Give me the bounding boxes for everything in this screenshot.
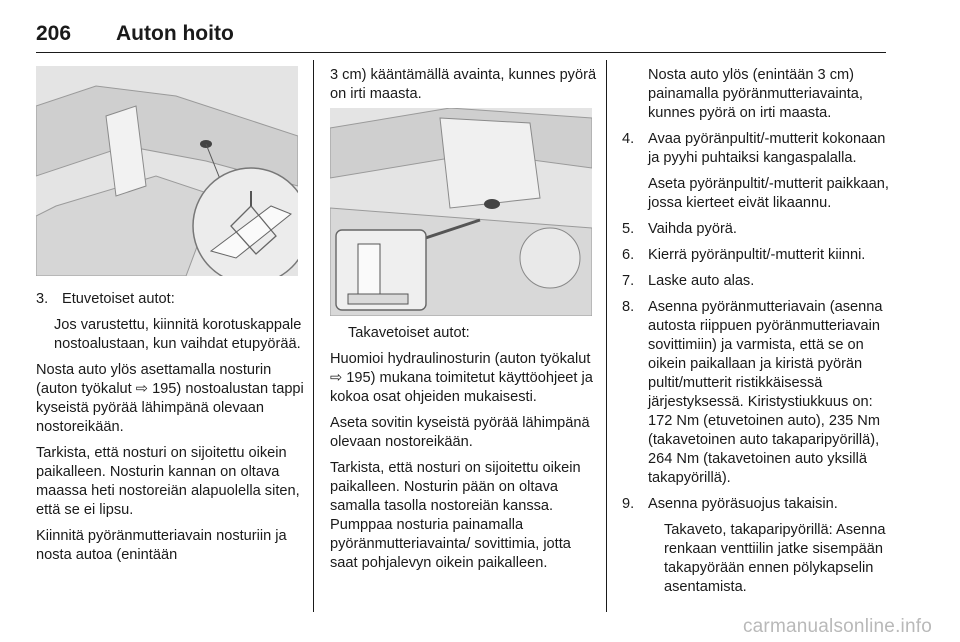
step-8 xyxy=(622,298,890,488)
column-divider-1 xyxy=(313,60,314,612)
continued-paragraph: 3 cm) kääntämällä avainta, kunnes pyörä on irti maasta. xyxy=(330,67,597,102)
step-4 xyxy=(622,130,890,168)
jack-front-illustration xyxy=(36,66,298,276)
step-number: 8. xyxy=(622,299,635,315)
step-number: 6. xyxy=(622,247,635,263)
step-text: Kierrä pyöränpultit/-mutterit kiinni. xyxy=(648,247,866,263)
step-9-sub: Takaveto, takaparipyörillä: Asenna renkaan venttiilin jatke sisempään takapyörään ennen pölykapselin asentamista. xyxy=(664,522,886,595)
step-6 xyxy=(622,246,890,265)
column-3 xyxy=(622,66,890,604)
step-text: Laske auto alas. xyxy=(648,273,755,289)
rwd-paragraph-3: Tarkista, että nosturi on sijoitettu oikein paikalleen. Nosturin pään on oltava samalla tasolla nostoreiän kanssa. Pumppaa nosturia painamalla pyöränmutteriavainta/ sovittimia, jotta saat pohjalevyn oikein paikalleen. xyxy=(330,460,581,571)
step-3-paragraph-4: Kiinnitä pyöränmutteriavain nosturiin ja nosta autoa (enintään xyxy=(36,528,287,563)
page-number: 206 xyxy=(36,22,72,45)
rwd-paragraph-1: Huomioi hydraulinosturin (auton työkalut ⇨ 195) mukana toimitetut käyttöohjeet ja kokoa osat ohjeiden mukaisesti. xyxy=(330,351,593,405)
step-3-paragraph-2: Nosta auto ylös asettamalla nosturin (auton työkalut ⇨ 195) nostoalustan tappi kyseistä pyörää lähimpänä olevaan nostoreikään. xyxy=(36,362,304,435)
column-2 xyxy=(330,324,598,580)
lift-paragraph: Nosta auto ylös (enintään 3 cm) painamalla pyöränmutteriavainta, kunnes pyörä on irti maasta. xyxy=(648,67,863,121)
step-3 xyxy=(36,290,304,309)
watermark: carmanualsonline.info xyxy=(742,616,932,637)
step-7 xyxy=(622,272,890,291)
step-3-paragraph-1: Jos varustettu, kiinnitä korotuskappale nostoalustaan, kun vaihdat etupyörää. xyxy=(54,317,302,352)
rwd-paragraph-2: Aseta sovitin kyseistä pyörää lähimpänä olevaan nostoreikään. xyxy=(330,415,590,450)
step-text: Asenna pyöränmutteriavain (asenna autosta riippuen pyöränmutteriavain sovittimiin) ja varmista, että se on oikein paikallaan ja kiristä pyörän pultit/mutterit ristikkäisessä järjestyksessä. Kiristystiukkuus on: 172 Nm (etuvetoinen auto), 235 Nm (takavetoinen auto takaparipyörillä), 264 Nm (takavetoinen auto yksillä takapyörillä). xyxy=(648,299,883,486)
jack-rear-drawing xyxy=(330,108,592,316)
step-9 xyxy=(622,495,890,514)
step-number: 3. xyxy=(36,291,49,307)
jack-rear-illustration xyxy=(330,108,592,316)
step-text: Asenna pyöräsuojus takaisin. xyxy=(648,496,838,512)
step-number: 9. xyxy=(622,496,635,512)
jack-front-drawing xyxy=(36,66,298,276)
page-header xyxy=(36,22,886,53)
step-3-paragraph-3: Tarkista, että nosturi on sijoitettu oikein paikalleen. Nosturin kannan on oltava maassa heti nostoreiän alapuolella siten, että se ei lipsu. xyxy=(36,445,300,518)
step-3-title: Etuvetoiset autot: xyxy=(62,291,175,307)
column-2-top xyxy=(330,66,598,111)
column-1 xyxy=(36,290,304,572)
rwd-title: Takavetoiset autot: xyxy=(348,325,470,341)
step-5 xyxy=(622,220,890,239)
step-4-sub: Aseta pyöränpultit/-mutterit paikkaan, jossa kierteet eivät likaannu. xyxy=(648,176,889,211)
chapter-title: Auton hoito xyxy=(116,22,234,45)
column-divider-2 xyxy=(606,60,607,612)
step-text: Avaa pyöränpultit/-mutterit kokonaan ja pyyhi puhtaiksi kangaspalalla. xyxy=(648,131,886,166)
step-text: Vaihda pyörä. xyxy=(648,221,737,237)
step-number: 5. xyxy=(622,221,635,237)
step-number: 4. xyxy=(622,131,635,147)
step-number: 7. xyxy=(622,273,635,289)
